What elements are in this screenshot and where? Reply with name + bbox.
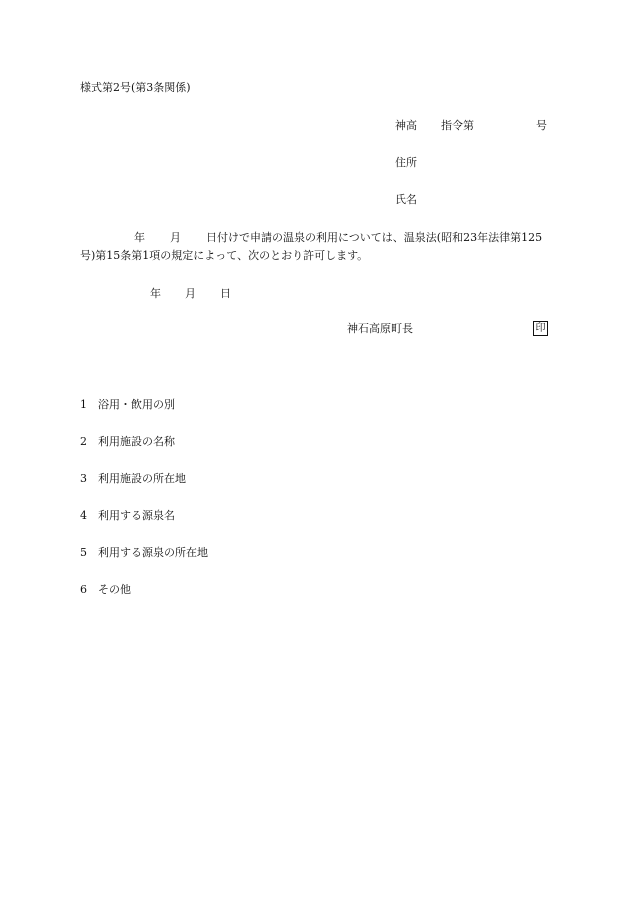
date-month: 月 bbox=[185, 287, 196, 300]
permit-prefix: 神高 bbox=[395, 119, 417, 132]
date-year: 年 bbox=[150, 287, 161, 300]
form-number: 様式第2号(第3条関係) bbox=[80, 81, 191, 94]
list-item: 2 利用施設の名称 bbox=[80, 435, 175, 448]
list-item: 6 その他 bbox=[80, 583, 131, 596]
permit-number-line bbox=[395, 120, 550, 134]
permit-suffix: 号 bbox=[536, 119, 547, 132]
body-month: 月 bbox=[170, 231, 181, 244]
permit-middle: 指令第 bbox=[441, 119, 474, 132]
body-year: 年 bbox=[134, 231, 145, 244]
list-item: 3 利用施設の所在地 bbox=[80, 472, 186, 485]
body-text: 日付けで申請の温泉の利用については、温泉法(昭和23年法律第125号)第15条第1項の規定によって、次のとおり許可します。 bbox=[80, 231, 543, 262]
seal-mark: 印 bbox=[533, 321, 548, 336]
date-day: 日 bbox=[220, 287, 231, 300]
issuer-name: 神石高原町長 bbox=[347, 322, 413, 335]
name-label: 氏名 bbox=[395, 193, 417, 206]
list-item: 1 浴用・飲用の別 bbox=[80, 398, 175, 411]
list-item: 5 利用する源泉の所在地 bbox=[80, 546, 208, 559]
address-label: 住所 bbox=[395, 156, 417, 169]
permit-body bbox=[80, 229, 550, 265]
issue-date bbox=[150, 288, 231, 299]
list-item: 4 利用する源泉名 bbox=[80, 509, 175, 522]
